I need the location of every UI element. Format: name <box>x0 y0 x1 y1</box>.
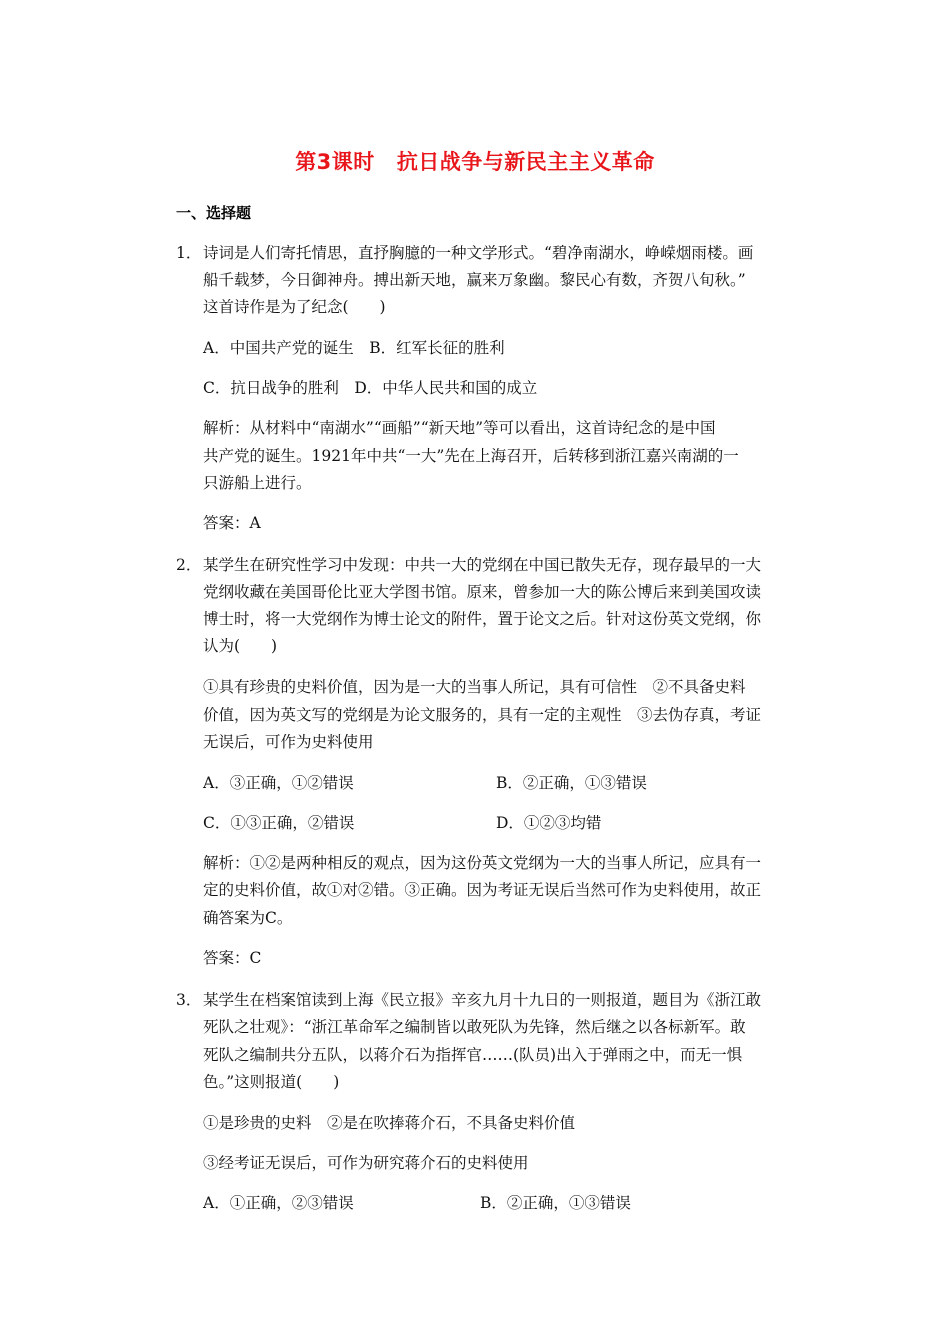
question-2-line: 党纲收藏在美国哥伦比亚大学图书馆。原来，曾参加一大的陈公博后来到美国攻读 <box>203 583 762 601</box>
question-3-option-b: B．②正确，①③错误 <box>480 1194 631 1212</box>
lesson-number: 第3课时 <box>295 150 375 174</box>
question-2-option-d: D．①②③均错 <box>496 814 602 832</box>
question-3-line: 某学生在档案馆读到上海《民立报》辛亥九月十九日的一则报道，题目为《浙江敢 <box>203 991 762 1009</box>
question-3-statement: ①是珍贵的史料 ②是在吹捧蒋介石，不具备史料价值 <box>203 1114 576 1132</box>
question-2-option-a: A．③正确，①②错误 <box>203 774 354 792</box>
question-3-line: 死队之壮观》：“浙江革命军之编制皆以敢死队为先锋，然后继之以各标新军。敢 <box>203 1018 746 1036</box>
question-1-answer: 答案：A <box>203 514 261 532</box>
question-2-statement: 价值，因为英文写的党纲是为论文服务的，具有一定的主观性 ③去伪存真，考证 <box>203 706 762 724</box>
question-1-analysis: 解析：从材料中“南湖水”“画船”“新天地”等可以看出，这首诗纪念的是中国 <box>203 419 716 437</box>
question-2-number: 2． <box>176 556 202 574</box>
question-2-analysis: 确答案为C。 <box>203 909 293 927</box>
page-title <box>0 146 950 176</box>
question-2-statement: ①具有珍贵的史料价值，因为是一大的当事人所记，具有可信性 ②不具备史料 <box>203 678 746 696</box>
question-2-line: 认为( ) <box>203 637 278 655</box>
question-3-statement: ③经考证无误后，可作为研究蒋介石的史料使用 <box>203 1154 529 1172</box>
question-2-answer: 答案：C <box>203 949 262 967</box>
question-2-analysis: 定的史料价值，故①对②错。③正确。因为考证无误后当然可作为史料使用，故正 <box>203 881 762 899</box>
section-heading: 一、选择题 <box>176 204 252 222</box>
question-3-option-a: A．①正确，②③错误 <box>203 1194 354 1212</box>
question-2-statement: 无误后，可作为史料使用 <box>203 733 374 751</box>
question-2-line: 博士时，将一大党纲作为博士论文的附件，置于论文之后。针对这份英文党纲，你 <box>203 610 762 628</box>
question-1-options: A．中国共产党的诞生 B．红军长征的胜利 <box>203 339 505 357</box>
question-1-number: 1． <box>176 244 202 262</box>
question-2-analysis: 解析：①②是两种相反的观点，因为这份英文党纲为一大的当事人所记，应具有一 <box>203 854 762 872</box>
question-2-option-c: C．①③正确，②错误 <box>203 814 355 832</box>
question-3-line: 色。”这则报道( ) <box>203 1073 340 1091</box>
question-1-analysis: 只游船上进行。 <box>203 474 312 492</box>
question-1-options: C．抗日战争的胜利 D．中华人民共和国的成立 <box>203 379 538 397</box>
question-3-number: 3． <box>176 991 202 1009</box>
question-1-analysis: 共产党的诞生。1921年中共“一大”先在上海召开，后转移到浙江嘉兴南湖的一 <box>203 447 739 465</box>
question-1-line: 诗词是人们寄托情思，直抒胸臆的一种文学形式。“碧净南湖水，峥嵘烟雨楼。画 <box>203 244 754 262</box>
question-2-option-b: B．②正确，①③错误 <box>496 774 647 792</box>
question-1-line: 这首诗作是为了纪念( ) <box>203 298 386 316</box>
question-3-line: 死队之编制共分五队，以蒋介石为指挥官……(队员)出入于弹雨之中，而无一惧 <box>203 1046 743 1064</box>
question-1-line: 船千载梦，今日御神舟。搏出新天地，赢来万象幽。黎民心有数，齐贺八旬秋。” <box>203 271 746 289</box>
lesson-topic: 抗日战争与新民主主义革命 <box>396 150 655 174</box>
question-2-line: 某学生在研究性学习中发现：中共一大的党纲在中国已散失无存，现存最早的一大 <box>203 556 762 574</box>
